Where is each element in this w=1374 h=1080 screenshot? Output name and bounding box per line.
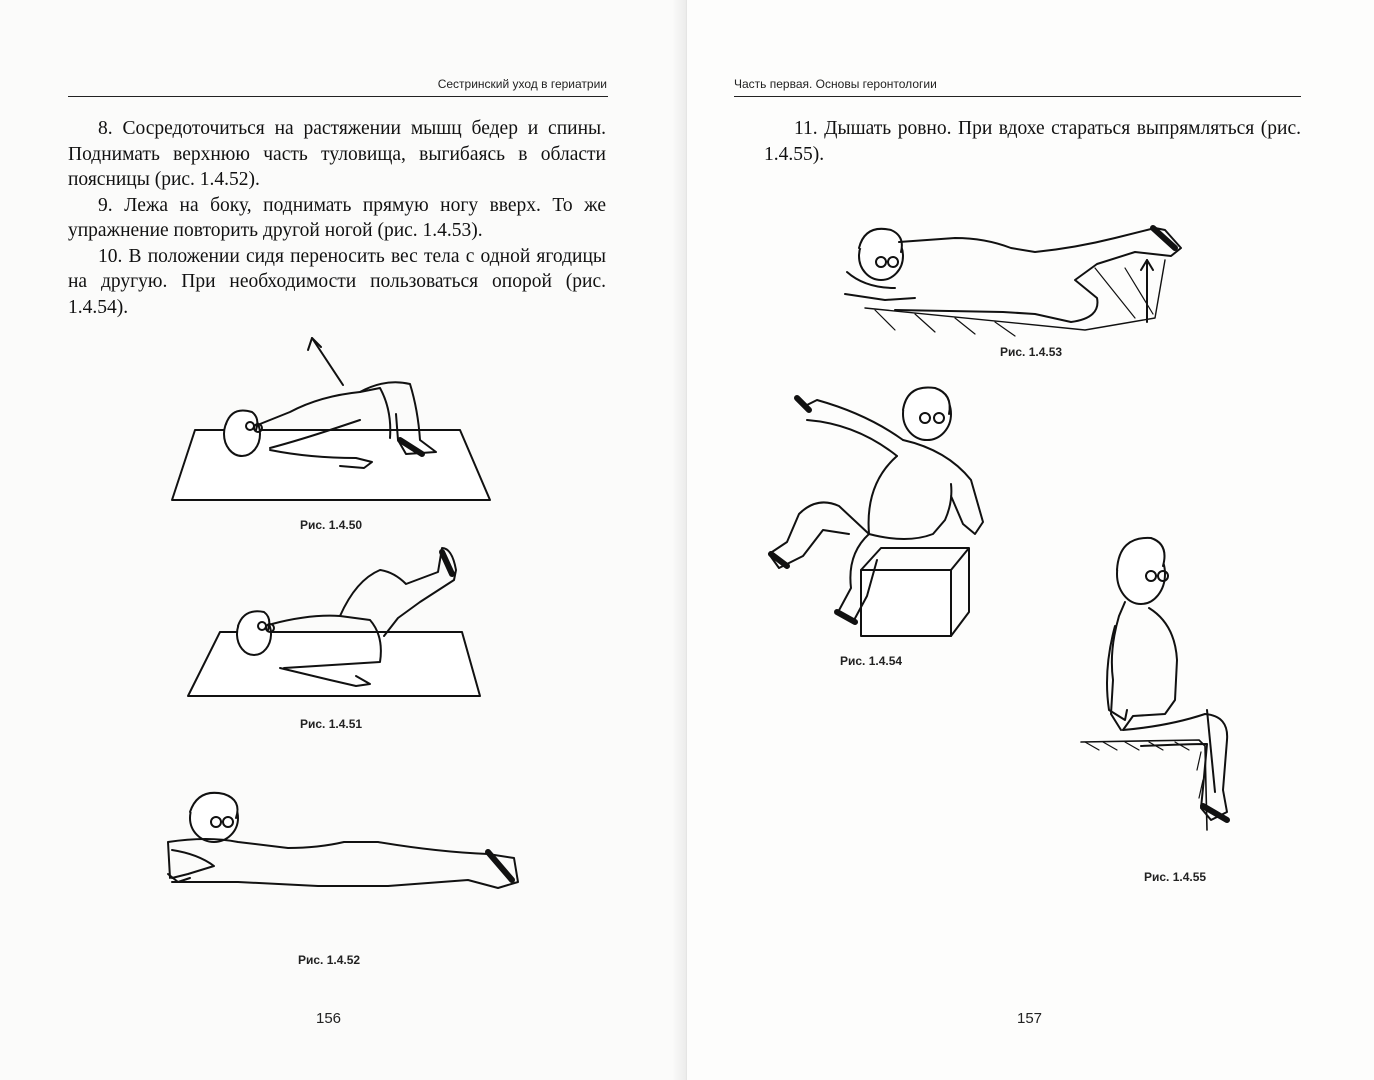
figure-side-lying-leg-raise: [835, 218, 1205, 338]
figure-seated-upright-breathing: [1079, 530, 1249, 860]
paragraph-9: 9. Лежа на боку, поднимать прямую ногу вверх. То же упражнение повторить другой ногой (рис. 1.4.53).: [68, 194, 606, 241]
paragraph-10: 10. В положении сидя переносить вес тела с одной ягодицы на другую. При необходимости пользоваться опорой (рис. 1.4.54).: [68, 245, 606, 318]
page-number-right: 157: [1017, 1010, 1043, 1027]
body-text-left: [68, 116, 606, 320]
figure-leg-raise-exercise: [180, 540, 490, 700]
running-head-right: Часть первая. Основы геронтологии: [734, 77, 937, 91]
figure-weight-shift-on-box: [757, 384, 987, 644]
caption-fig-1-4-52: Рис. 1.4.52: [298, 953, 361, 967]
figure-prone-back-extension: [158, 782, 528, 902]
caption-fig-1-4-53: Рис. 1.4.53: [1000, 345, 1063, 359]
header-rule-right: [734, 96, 1301, 97]
right-page: [687, 0, 1374, 1080]
page-number-left: 156: [316, 1010, 342, 1027]
caption-fig-1-4-54: Рис. 1.4.54: [840, 654, 903, 668]
header-rule-left: [68, 96, 608, 97]
caption-fig-1-4-51: Рис. 1.4.51: [300, 717, 363, 731]
caption-fig-1-4-50: Рис. 1.4.50: [300, 518, 363, 532]
caption-fig-1-4-55: Рис. 1.4.55: [1144, 870, 1207, 884]
body-text-right: [764, 116, 1301, 167]
running-head-left: Сестринский уход в гериатрии: [437, 77, 607, 91]
paragraph-8: 8. Сосредоточиться на растяжении мышц бедер и спины. Поднимать верхнюю часть туловища, выгибаясь в области поясницы (рис. 1.4.52).: [68, 118, 606, 190]
paragraph-11: 11. Дышать ровно. При вдохе стараться выпрямляться (рис. 1.4.55).: [764, 118, 1301, 165]
figure-bridge-exercise: [160, 330, 510, 510]
